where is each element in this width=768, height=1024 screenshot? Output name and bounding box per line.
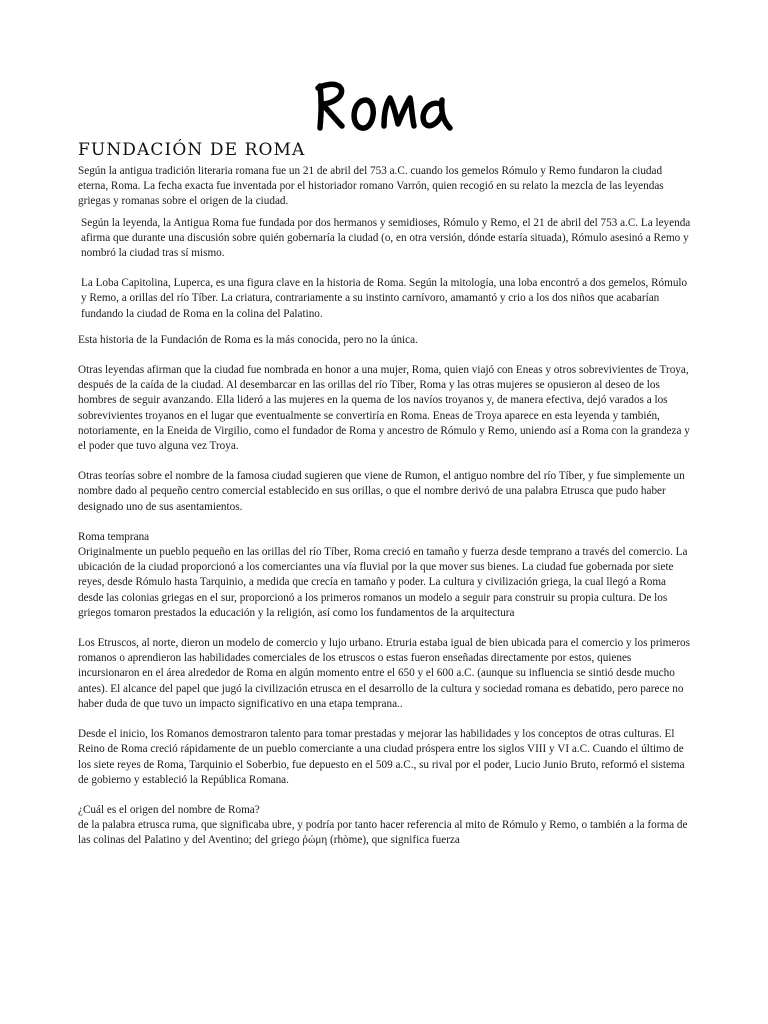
paragraph-name-origin: de la palabra etrusca ruma, que significaba ubre, y podría por tanto hacer referencia al mito de Rómulo y Remo, o también a la forma de las colinas del Palatino y del Aventino; del griego ῥώμη (rhòme), que significa fuerza	[78, 819, 688, 847]
paragraph-known-story: Esta historia de la Fundación de Roma es la más conocida, pero no la única.	[78, 333, 418, 346]
paragraph-loba: La Loba Capitolina, Luperca, es una figura clave en la historia de Roma. Según la mitología, una loba encontró a dos gemelos, Rómulo y Remo, a orillas del río Tíber. La criatura, contrariamente a su instinto carnívoro, amamantó y crio a los dos niños que acabarían fundando la ciudad de Roma en la colina del Palatino.	[81, 277, 688, 320]
paragraph-early-rome: Originalmente un pueblo pequeño en las orillas del río Tíber, Roma creció en tamaño y fuerza desde temprano a través del comercio. La ubicación de la ciudad proporcionó a los comerciantes una vía fluvial por la que mover sus bienes. La ciudad fue gobernada por siete reyes, desde Rómulo hasta Tarquinio, a medida que crecía en tamaño y poder. La cultura y civilización griega, la cual llegó a Roma desde las colonias griegas en el sur, proporcionó a los primeros romanos un modelo a seguir para construir su propia cultura. De los griegos tomaron prestados la educación y la religión, así como los fundamentos de la arquitectura	[78, 546, 688, 619]
paragraph-intro: Según la antigua tradición literaria romana fue un 21 de abril del 753 a.C. cuando los gemelos Rómulo y Remo fundaron la ciudad eterna, Roma. La fecha exacta fue inventada por el historiador romano Varrón, quien recogió en su relato la mezcla de las leyendas griegas y romanas sobre el origen de la ciudad.	[78, 165, 664, 208]
paragraph-republic: Desde el inicio, los Romanos demostraron talento para tomar prestadas y mejorar las habilidades y los conceptos de otras culturas. El Reino de Roma creció rápidamente de un pueblo comerciante a una ciudad próspera entre los siglos VIII y VI a.C. Cuando el último de los siete reyes de Roma, Tarquinio el Soberbio, fue depuesto en el 509 a.C., su rival por el poder, Lucio Junio Bruto, reformó el sistema de gobierno y estableció la República Romana.	[78, 728, 685, 786]
section-title-early-rome: Roma temprana	[78, 530, 150, 543]
paragraph-other-theories: Otras teorías sobre el nombre de la famosa ciudad sugieren que viene de Rumon, el antiguo nombre del río Tíber, y fue simplemente un nombre dado al pequeño centro comercial establecido en sus orillas, o que el nombre derivó de una palabra Etrusca que pudo haber designado uno de sus asentamientos.	[78, 470, 685, 513]
paragraph-legend: Según la leyenda, la Antigua Roma fue fundada por dos hermanos y semidioses, Rómulo y Remo, el 21 de abril del 753 a.C. La leyenda afirma que durante una discusión sobre quién gobernaría la ciudad (o, en otra versión, dónde estaría situada), Rómulo asesinó a Remo y nombró la ciudad tras sí mismo.	[81, 216, 691, 260]
page-heading: FUNDACIÓN DE ROMA	[78, 140, 306, 160]
section-title-name-origin: ¿Cuál es el origen del nombre de Roma?	[78, 803, 260, 816]
document-body	[78, 164, 693, 849]
roma-logo	[312, 68, 462, 142]
paragraph-etruscans: Los Etruscos, al norte, dieron un modelo de comercio y lujo urbano. Etruria estaba igual de bien ubicada para el comercio y los primeros romanos o aprendieron las habilidades comerciales de los etruscos o estas fueron enseñadas directamente por estos, quienes incursionaron en el área alrededor de Roma en algún momento entre el 650 y el 600 a.C. (aunque su influencia se sintió desde mucho antes). El alcance del papel que jugó la civilización etrusca en el desarrollo de la cultura y sociedad romana es debatido, pero parece no haber duda de que tuvo un impacto significativo en una etapa temprana..	[78, 637, 691, 710]
paragraph-other-legends: Otras leyendas afirman que la ciudad fue nombrada en honor a una mujer, Roma, quien viajó con Eneas y otros sobrevivientes de Troya, después de la caída de la ciudad. Al desembarcar en las orillas del río Tíber, Roma y las otras mujeres se opusieron al deseo de los hombres de seguir avanzando. Ella lideró a las mujeres en la quema de los navíos troyanos y, de manera efectiva, dejó varados a los sobrevivientes troyanos en el lugar que eventualmente se convertiría en Roma. Eneas de Troya aparece en esta leyenda y también, notoriamente, en la Eneida de Virgilio, como el fundador de Roma y ancestro de Rómulo y Remo, uniendo así a Roma con la grandeza y el poder que tuvo alguna vez Troya.	[78, 364, 690, 453]
